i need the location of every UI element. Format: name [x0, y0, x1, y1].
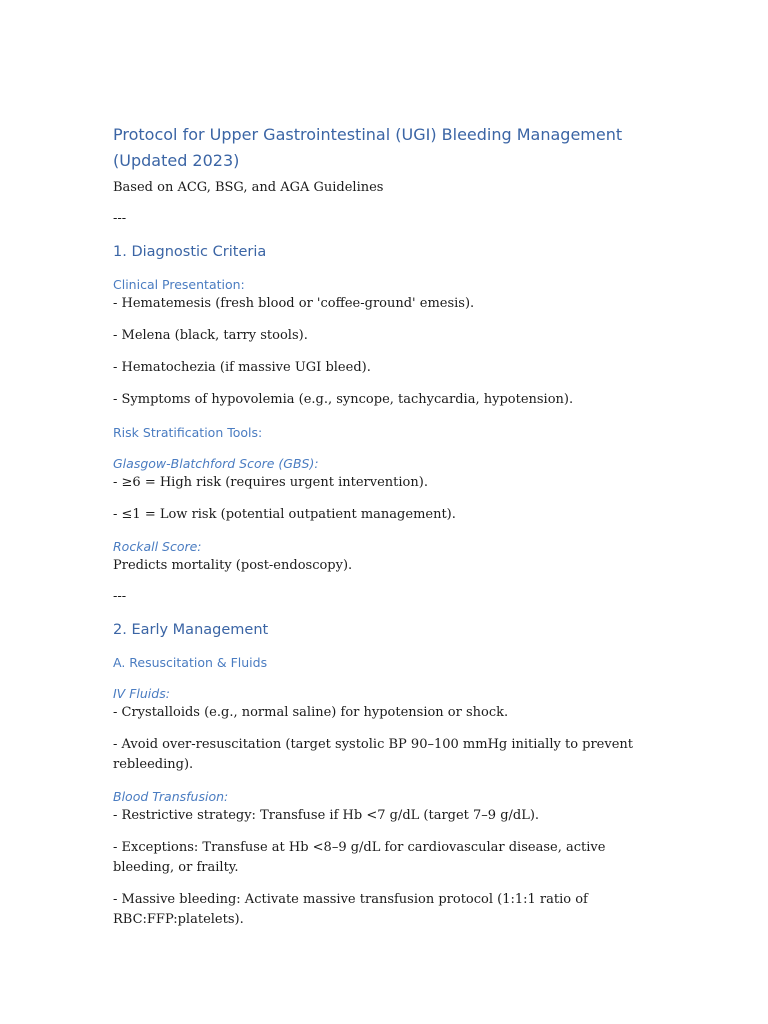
subheading-iv-fluids: IV Fluids:: [113, 686, 170, 701]
subheading-blood-transfusion: Blood Transfusion:: [113, 789, 229, 804]
list-item: - Massive bleeding: Activate massive transfusion protocol (1:1:1 ratio of RBC:FFP:platelets).: [113, 892, 588, 927]
separator: ---: [113, 211, 127, 226]
section-heading-diagnostic-criteria: 1. Diagnostic Criteria: [113, 244, 267, 260]
document-subtitle: Based on ACG, BSG, and AGA Guidelines: [113, 180, 384, 195]
separator: ---: [113, 589, 127, 604]
subheading-gbs: Glasgow-Blatchford Score (GBS):: [113, 456, 319, 471]
subheading-risk-stratification: Risk Stratification Tools:: [113, 425, 263, 440]
list-item: - Hematochezia (if massive UGI bleed).: [113, 360, 371, 375]
subheading-resuscitation-fluids: A. Resuscitation & Fluids: [113, 655, 268, 670]
list-item: - Crystalloids (e.g., normal saline) for hypotension or shock.: [113, 705, 509, 720]
list-item: - Symptoms of hypovolemia (e.g., syncope, tachycardia, hypotension).: [113, 392, 574, 407]
subheading-clinical-presentation: Clinical Presentation:: [113, 277, 245, 292]
list-item: - Avoid over-resuscitation (target systolic BP 90–100 mmHg initially to prevent rebleeding).: [113, 737, 634, 772]
list-item: - ≥6 = High risk (requires urgent intervention).: [113, 475, 428, 490]
section-heading-early-management: 2. Early Management: [113, 622, 269, 638]
list-item: - Melena (black, tarry stools).: [113, 328, 308, 343]
subheading-rockall: Rockall Score:: [113, 539, 202, 554]
list-item: - Hematemesis (fresh blood or 'coffee-ground' emesis).: [113, 296, 475, 311]
list-item: - ≤1 = Low risk (potential outpatient management).: [113, 507, 456, 522]
list-item: - Restrictive strategy: Transfuse if Hb <7 g/dL (target 7–9 g/dL).: [113, 808, 540, 823]
document-title: Protocol for Upper Gastrointestinal (UGI) Bleeding Management (Updated 2023): [113, 125, 623, 170]
list-item: - Exceptions: Transfuse at Hb <8–9 g/dL for cardiovascular disease, active bleeding, or frailty.: [113, 840, 606, 875]
rockall-description: Predicts mortality (post-endoscopy).: [113, 558, 353, 573]
